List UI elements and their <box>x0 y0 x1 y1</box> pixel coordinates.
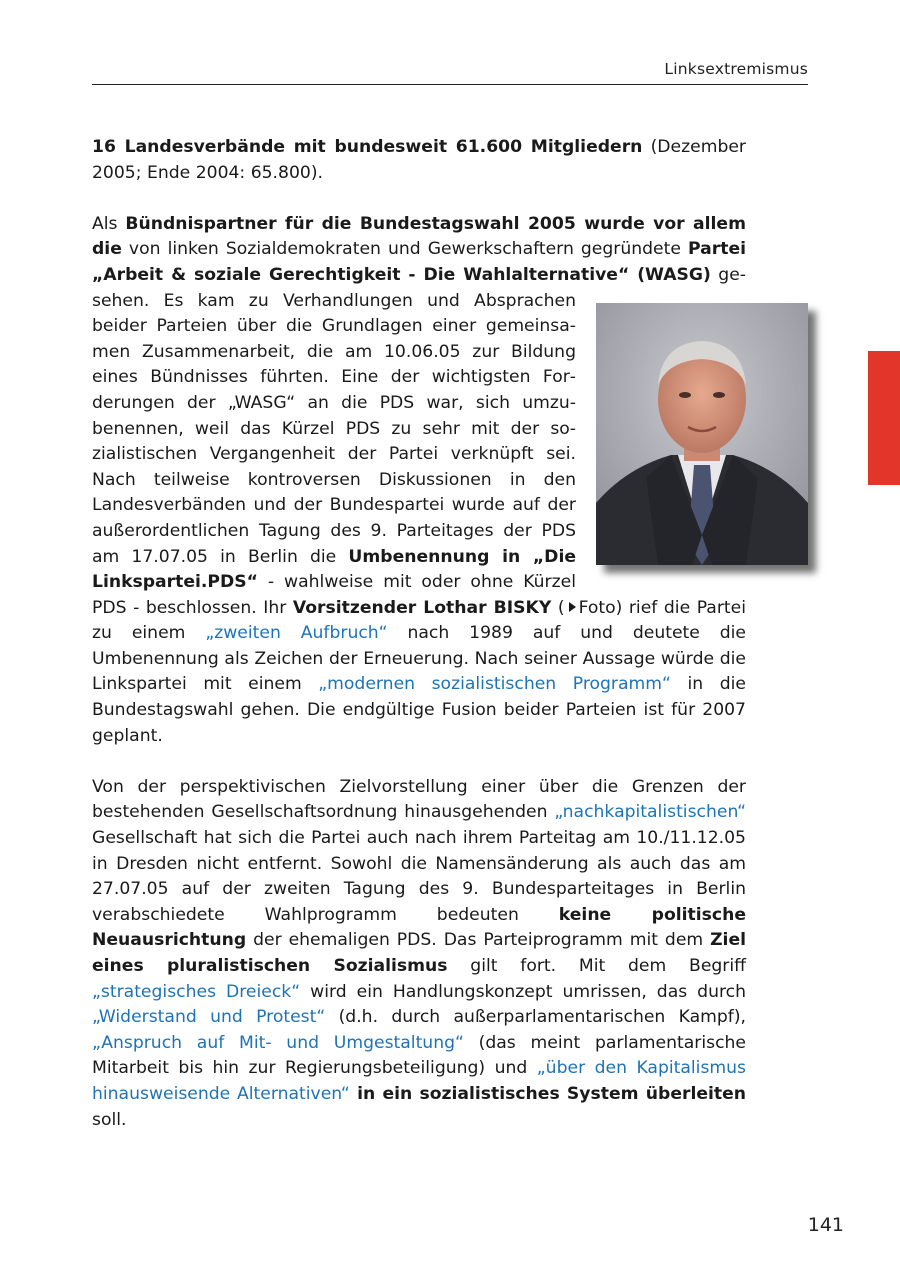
highlighted-quote: „zweiten Aufbruch“ <box>205 623 388 644</box>
portrait-photo <box>596 303 808 565</box>
text-run: gesehen. Es kam zu Verhandlungen und Absprachen beider Parteien über die Grundlagen einer gemeinsamen Zusammenarbeit, die am 10.06.05 zur Bildung eines Bündnisses führten. Eine der wichtigsten Forderungen der „WASG“ an die PDS war, sich umzubenennen, weil das Kürzel PDS zu sehr mit der sozialistischen Vergangenheit der Partei verknüpft sei. Nach teilweise kontroversen Diskussionen in den Landesverbänden und der Bundespartei wurde auf der außerordentlichen Tagung des 9. Parteitages der PDS am 17.07.05 in Berlin die <box>92 264 746 567</box>
bold-phrase: Bündnispartner für die Bundestagswahl 2005 wurde vor allem die <box>92 213 746 260</box>
highlighted-quote: „nachkapitalistischen“ <box>554 802 746 823</box>
text-run: in die Bundestagswahl gehen. Die endgültige Fusion beider Parteien ist für 2007 geplant. <box>92 674 746 746</box>
text-run: Foto) rief die Partei zu einem <box>92 597 746 644</box>
bold-phrase: keine politische Neuausrichtung <box>92 904 746 951</box>
bold-phrase: Umbenennung in „Die Linkspartei.PDS“ <box>92 546 576 593</box>
paragraph-3 <box>92 775 746 1133</box>
text-run: Von der perspektivischen Zielvorstellung einer über die Grenzen der bestehenden Gesellschaftsordnung hinausgehenden <box>92 776 746 823</box>
portrait-photo-icon <box>596 303 808 565</box>
text-run: nach 1989 auf und deutete die Umbenennung als Zeichen der Erneuerung. Nach seiner Aussage würde die Linkspartei mit einem <box>92 623 747 695</box>
text-run: wird ein Handlungskonzept umrissen, das durch <box>300 981 746 1002</box>
bold-phrase: Ziel eines pluralistischen Sozialismus <box>92 930 746 976</box>
highlighted-quote: „Anspruch auf Mit- und Umgestaltung“ <box>92 1032 464 1053</box>
page-number: 141 <box>807 1214 844 1236</box>
paragraph-2 <box>92 212 746 749</box>
text-run: Gesellschaft hat sich die Partei auch nach ihrem Parteitag am 10./11.12.05 in Dresden nicht entfernt. Sowohl die Namensänderung als auch das am 27.07.05 auf der zweiten Tagung des 9. Bundesparteitages in Berlin verabschiedete Wahlprogramm bedeuten <box>92 828 746 925</box>
text-run: Als <box>92 213 126 234</box>
bold-phrase: Partei „Arbeit & soziale Gerechtigkeit - Die Wahlalternative“ (WASG) <box>92 239 746 285</box>
bold-phrase: Vorsitzender Lothar BISKY <box>292 597 552 618</box>
highlighted-quote: „strategisches Dreieck“ <box>92 981 301 1002</box>
chapter-tab-marker <box>868 351 900 485</box>
text-run: (d.h. durch außerparlamentarischen Kampf), <box>325 1007 747 1028</box>
text-run: von linken Sozialdemokraten und Gewerkschaftern gegründete <box>121 239 689 260</box>
bold-phrase: in ein sozialistisches System überleiten <box>349 1083 746 1104</box>
arrow-right-icon <box>569 602 576 612</box>
paragraph-1 <box>92 135 746 186</box>
highlighted-quote: „über den Kapitalismus hinausweisende Alternativen“ <box>92 1058 746 1104</box>
text-run: ( <box>551 597 565 618</box>
running-head: Linksextremismus <box>664 60 808 78</box>
bold-phrase: 16 Landesverbände mit bundesweit 61.600 Mitgliedern <box>92 137 643 157</box>
text-run: gilt fort. Mit dem Begriff <box>447 956 746 976</box>
highlighted-quote: „Widerstand und Protest“ <box>92 1007 326 1028</box>
body-text <box>92 135 746 1159</box>
text-run: (Dezember 2005; Ende 2004: 65.800). <box>92 137 746 183</box>
text-run: der ehemaligen PDS. Das Parteiprogramm mit dem <box>246 930 711 951</box>
text-run: - wahlweise mit oder ohne Kürzel PDS - beschlossen. Ihr <box>92 572 576 618</box>
text-run: soll. <box>92 1109 127 1130</box>
header-rule <box>92 84 808 85</box>
text-run: (das meint parlamentarische Mitarbeit bis hin zur Regierungsbeteiligung) und <box>92 1032 746 1079</box>
highlighted-quote: „modernen sozialistischen Programm“ <box>318 674 671 695</box>
